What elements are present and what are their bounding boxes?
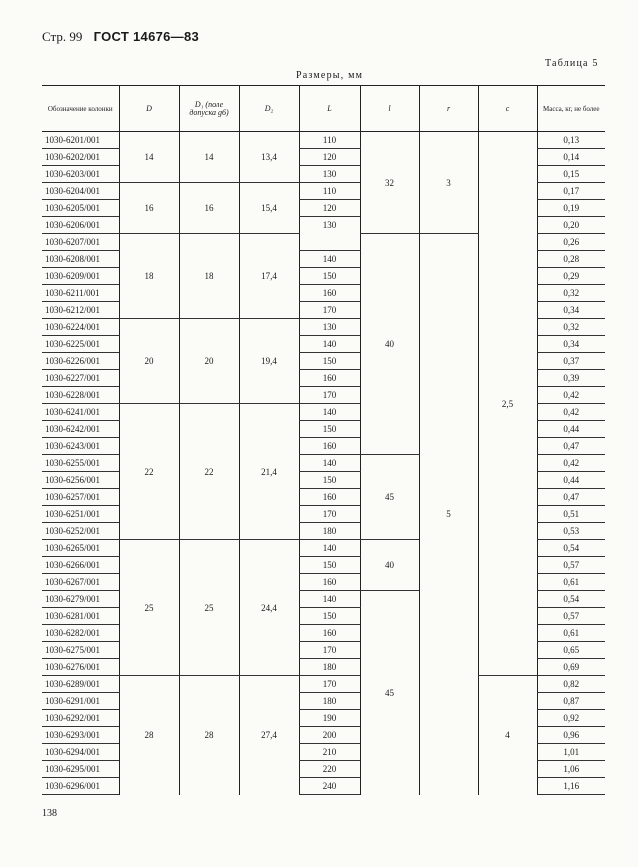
- cell-code: 1030-6224/001: [42, 319, 119, 336]
- cell-mass: 0,57: [537, 608, 605, 625]
- col-header-d: D: [119, 86, 179, 132]
- cell-length: 150: [299, 421, 360, 438]
- cell-length: 160: [299, 370, 360, 387]
- cell-mass: 0,61: [537, 625, 605, 642]
- cell-mass: 0,57: [537, 557, 605, 574]
- cell-length: 180: [299, 693, 360, 710]
- cell-code: 1030-6202/001: [42, 149, 119, 166]
- cell-d: 16: [119, 183, 179, 234]
- cell-mass: 1,06: [537, 761, 605, 778]
- cell-code: 1030-6266/001: [42, 557, 119, 574]
- cell-code: 1030-6294/001: [42, 744, 119, 761]
- cell-length: 120: [299, 200, 360, 217]
- page-header: [42, 29, 199, 45]
- cell-mass: 0,53: [537, 523, 605, 540]
- cell-length: 170: [299, 302, 360, 319]
- cell-length: 220: [299, 761, 360, 778]
- cell-code: 1030-6203/001: [42, 166, 119, 183]
- cell-code: 1030-6256/001: [42, 472, 119, 489]
- cell-mass: 0,87: [537, 693, 605, 710]
- cell-mass: 0,26: [537, 234, 605, 251]
- col-header-d2: D₂: [239, 86, 299, 132]
- cell-mass: 0,32: [537, 285, 605, 302]
- table-body: [42, 132, 605, 795]
- cell-length: 170: [299, 506, 360, 523]
- col-header-r: r: [419, 86, 478, 132]
- page-number: 138: [42, 808, 57, 819]
- cell-mass: 0,42: [537, 404, 605, 421]
- cell-length: 130: [299, 217, 360, 234]
- standard-code: ГОСТ 14676—83: [93, 29, 200, 44]
- cell-code: 1030-6295/001: [42, 761, 119, 778]
- cell-code: 1030-6212/001: [42, 302, 119, 319]
- cell-length: 160: [299, 489, 360, 506]
- cell-c: 4: [478, 676, 537, 795]
- cell-code: 1030-6228/001: [42, 387, 119, 404]
- cell-code: 1030-6205/001: [42, 200, 119, 217]
- cell-code: 1030-6226/001: [42, 353, 119, 370]
- cell-code: 1030-6292/001: [42, 710, 119, 727]
- cell-code: 1030-6241/001: [42, 404, 119, 421]
- cell-l: 40: [360, 234, 419, 455]
- col-header-mass: Масса, кг, не более: [537, 86, 605, 132]
- cell-code: 1030-6296/001: [42, 778, 119, 795]
- cell-mass: 0,96: [537, 727, 605, 744]
- cell-mass: 1,01: [537, 744, 605, 761]
- cell-length: 170: [299, 387, 360, 404]
- cell-d1: 20: [179, 319, 239, 404]
- cell-length: 130: [299, 166, 360, 183]
- cell-code: 1030-6275/001: [42, 642, 119, 659]
- cell-mass: 0,44: [537, 421, 605, 438]
- cell-d2: 15,4: [239, 183, 299, 234]
- cell-code: 1030-6206/001: [42, 217, 119, 234]
- cell-d1: 28: [179, 676, 239, 795]
- cell-mass: 0,69: [537, 659, 605, 676]
- cell-length: 110: [299, 183, 360, 200]
- cell-code: 1030-6282/001: [42, 625, 119, 642]
- cell-length: 170: [299, 676, 360, 693]
- cell-length: 200: [299, 727, 360, 744]
- cell-mass: 0,29: [537, 268, 605, 285]
- cell-mass: 1,16: [537, 778, 605, 795]
- cell-d1: 14: [179, 132, 239, 183]
- cell-code: 1030-6265/001: [42, 540, 119, 557]
- cell-d2: 24,4: [239, 540, 299, 676]
- cell-mass: 0,92: [537, 710, 605, 727]
- cell-d1: 22: [179, 404, 239, 540]
- table-row: [42, 676, 605, 693]
- col-header-code: Обозначение колонки: [42, 86, 119, 132]
- cell-d1: 25: [179, 540, 239, 676]
- cell-length: 240: [299, 778, 360, 795]
- cell-mass: 0,34: [537, 302, 605, 319]
- cell-length: 150: [299, 353, 360, 370]
- cell-mass: 0,51: [537, 506, 605, 523]
- cell-length: 190: [299, 710, 360, 727]
- cell-d2: 17,4: [239, 234, 299, 319]
- col-header-c: c: [478, 86, 537, 132]
- cell-length: 140: [299, 336, 360, 353]
- cell-mass: 0,28: [537, 251, 605, 268]
- cell-length: 150: [299, 557, 360, 574]
- cell-l: 45: [360, 591, 419, 795]
- cell-l: 32: [360, 132, 419, 234]
- cell-d: 22: [119, 404, 179, 540]
- cell-l: 40: [360, 540, 419, 591]
- cell-mass: 0,82: [537, 676, 605, 693]
- cell-length: 150: [299, 268, 360, 285]
- units-caption: Размеры, мм: [296, 70, 364, 81]
- dimensions-table: [42, 85, 605, 795]
- cell-d2: 19,4: [239, 319, 299, 404]
- cell-mass: 0,34: [537, 336, 605, 353]
- cell-mass: 0,47: [537, 438, 605, 455]
- cell-code: 1030-6204/001: [42, 183, 119, 200]
- col-header-d1: D₁ (поле допуска g6): [179, 86, 239, 132]
- cell-mass: 0,42: [537, 387, 605, 404]
- cell-code: 1030-6243/001: [42, 438, 119, 455]
- cell-length: 150: [299, 472, 360, 489]
- cell-code: 1030-6267/001: [42, 574, 119, 591]
- cell-mass: 0,54: [537, 591, 605, 608]
- cell-d2: 27,4: [239, 676, 299, 795]
- cell-length: 130: [299, 319, 360, 336]
- cell-mass: 0,13: [537, 132, 605, 149]
- cell-length: 150: [299, 608, 360, 625]
- cell-length: 140: [299, 251, 360, 268]
- cell-d1: 16: [179, 183, 239, 234]
- cell-length: 160: [299, 438, 360, 455]
- cell-length: [299, 234, 360, 251]
- table-header-row: [42, 86, 605, 132]
- cell-code: 1030-6276/001: [42, 659, 119, 676]
- col-header-l: l: [360, 86, 419, 132]
- cell-l: 45: [360, 455, 419, 540]
- cell-length: 140: [299, 591, 360, 608]
- cell-code: 1030-6281/001: [42, 608, 119, 625]
- cell-c: 2,5: [478, 132, 537, 676]
- cell-code: 1030-6252/001: [42, 523, 119, 540]
- table-row: [42, 132, 605, 149]
- cell-mass: 0,44: [537, 472, 605, 489]
- cell-d: 28: [119, 676, 179, 795]
- cell-length: 140: [299, 404, 360, 421]
- cell-length: 140: [299, 455, 360, 472]
- cell-code: 1030-6207/001: [42, 234, 119, 251]
- cell-mass: 0,17: [537, 183, 605, 200]
- cell-mass: 0,15: [537, 166, 605, 183]
- cell-code: 1030-6209/001: [42, 268, 119, 285]
- cell-r: 3: [419, 132, 478, 234]
- cell-mass: 0,19: [537, 200, 605, 217]
- cell-d: 20: [119, 319, 179, 404]
- cell-length: 210: [299, 744, 360, 761]
- cell-mass: 0,32: [537, 319, 605, 336]
- cell-length: 160: [299, 574, 360, 591]
- cell-d2: 13,4: [239, 132, 299, 183]
- cell-code: 1030-6293/001: [42, 727, 119, 744]
- cell-mass: 0,14: [537, 149, 605, 166]
- cell-code: 1030-6242/001: [42, 421, 119, 438]
- cell-mass: 0,20: [537, 217, 605, 234]
- cell-mass: 0,39: [537, 370, 605, 387]
- cell-length: 180: [299, 523, 360, 540]
- table-title: Таблица 5: [545, 58, 599, 69]
- cell-length: 160: [299, 285, 360, 302]
- cell-d: 25: [119, 540, 179, 676]
- cell-code: 1030-6255/001: [42, 455, 119, 472]
- cell-code: 1030-6227/001: [42, 370, 119, 387]
- cell-mass: 0,37: [537, 353, 605, 370]
- cell-length: 110: [299, 132, 360, 149]
- cell-d: 14: [119, 132, 179, 183]
- cell-d: 18: [119, 234, 179, 319]
- cell-code: 1030-6251/001: [42, 506, 119, 523]
- cell-code: 1030-6279/001: [42, 591, 119, 608]
- cell-code: 1030-6289/001: [42, 676, 119, 693]
- cell-code: 1030-6208/001: [42, 251, 119, 268]
- cell-code: 1030-6201/001: [42, 132, 119, 149]
- cell-mass: 0,42: [537, 455, 605, 472]
- cell-mass: 0,65: [537, 642, 605, 659]
- cell-d2: 21,4: [239, 404, 299, 540]
- col-header-length: L: [299, 86, 360, 132]
- page-label: Стр. 99: [42, 29, 83, 44]
- cell-mass: 0,47: [537, 489, 605, 506]
- cell-code: 1030-6211/001: [42, 285, 119, 302]
- cell-mass: 0,54: [537, 540, 605, 557]
- cell-length: 140: [299, 540, 360, 557]
- cell-code: 1030-6225/001: [42, 336, 119, 353]
- cell-d1: 18: [179, 234, 239, 319]
- cell-length: 180: [299, 659, 360, 676]
- cell-length: 170: [299, 642, 360, 659]
- cell-mass: 0,61: [537, 574, 605, 591]
- cell-length: 120: [299, 149, 360, 166]
- cell-length: 160: [299, 625, 360, 642]
- cell-code: 1030-6257/001: [42, 489, 119, 506]
- cell-r: 5: [419, 234, 478, 795]
- cell-code: 1030-6291/001: [42, 693, 119, 710]
